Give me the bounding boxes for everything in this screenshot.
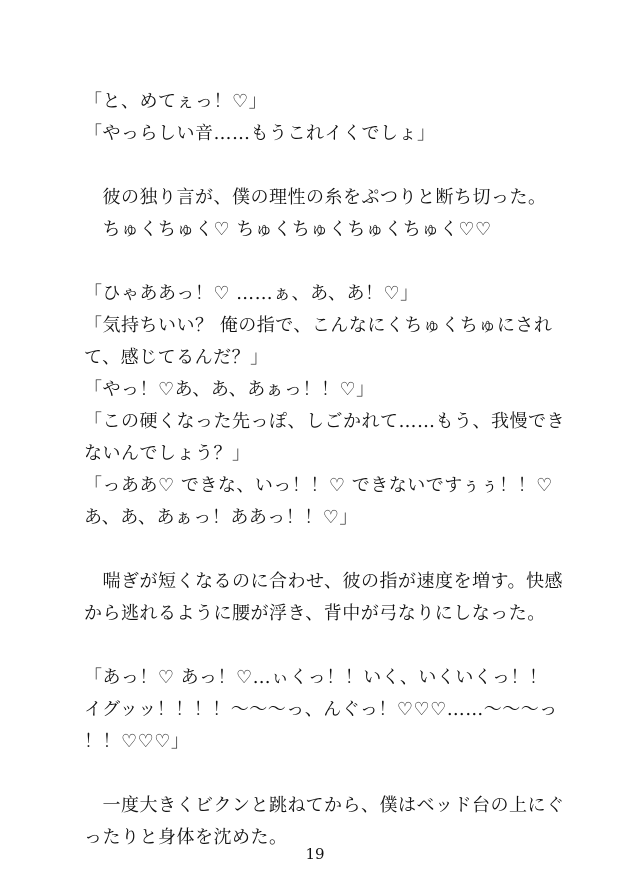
text-line: 一度大きくビクンと跳ねてから、僕はベッド台の上にぐ	[84, 795, 565, 816]
blank-line	[84, 630, 554, 662]
text-line: 「やっらしい音……もうこれイくでしょ」	[84, 123, 436, 144]
text-line: ちゅくちゅく♡ ちゅくちゅくちゅくちゅく♡♡	[84, 219, 492, 240]
text-line: 「っああ♡ できな、いっ！！♡ できないですぅぅ！！♡	[84, 475, 553, 496]
page-number: 19	[305, 845, 325, 863]
text-line: 「ひゃああっ！♡ ……ぁ、あ、あ！♡」	[84, 283, 419, 304]
blank-line	[84, 758, 554, 790]
text-line: ったりと身体を沈めた。	[84, 827, 288, 848]
page-text-body	[84, 86, 565, 854]
text-line: 「この硬くなった先っぽ、しごかれて……もう、我慢でき	[84, 411, 565, 432]
text-line: 「と、めてぇっ！♡」	[84, 91, 268, 112]
text-line: ないんでしょう？」	[84, 443, 251, 464]
text-line: 喘ぎが短くなるのに合わせ、彼の指が速度を増す。快感	[84, 571, 564, 592]
text-line: 彼の独り言が、僕の理性の糸をぷつりと断ち切った。	[84, 187, 547, 208]
text-line: ！！♡♡♡」	[84, 731, 190, 752]
text-line: て、感じてるんだ？」	[84, 347, 269, 368]
blank-line	[84, 246, 554, 278]
blank-line	[84, 534, 554, 566]
blank-line	[84, 150, 554, 182]
text-line: から逃れるように腰が浮き、背中が弓なりにしなった。	[84, 603, 546, 624]
text-line: 「やっ！♡あ、あ、あぁっ！！♡」	[84, 379, 375, 400]
text-line: イグッッ！！！！〜〜〜っ、んぐっ！♡♡♡……〜〜〜っ	[84, 699, 558, 720]
text-line: 「気持ちいい？ 俺の指で、こんなにくちゅくちゅにされ	[84, 315, 553, 336]
text-line: あ、あ、あぁっ！ああっ！！♡」	[84, 507, 358, 528]
text-line: 「あっ！♡ あっ！♡…ぃくっ！！いく、いくいくっ！！	[84, 667, 548, 688]
